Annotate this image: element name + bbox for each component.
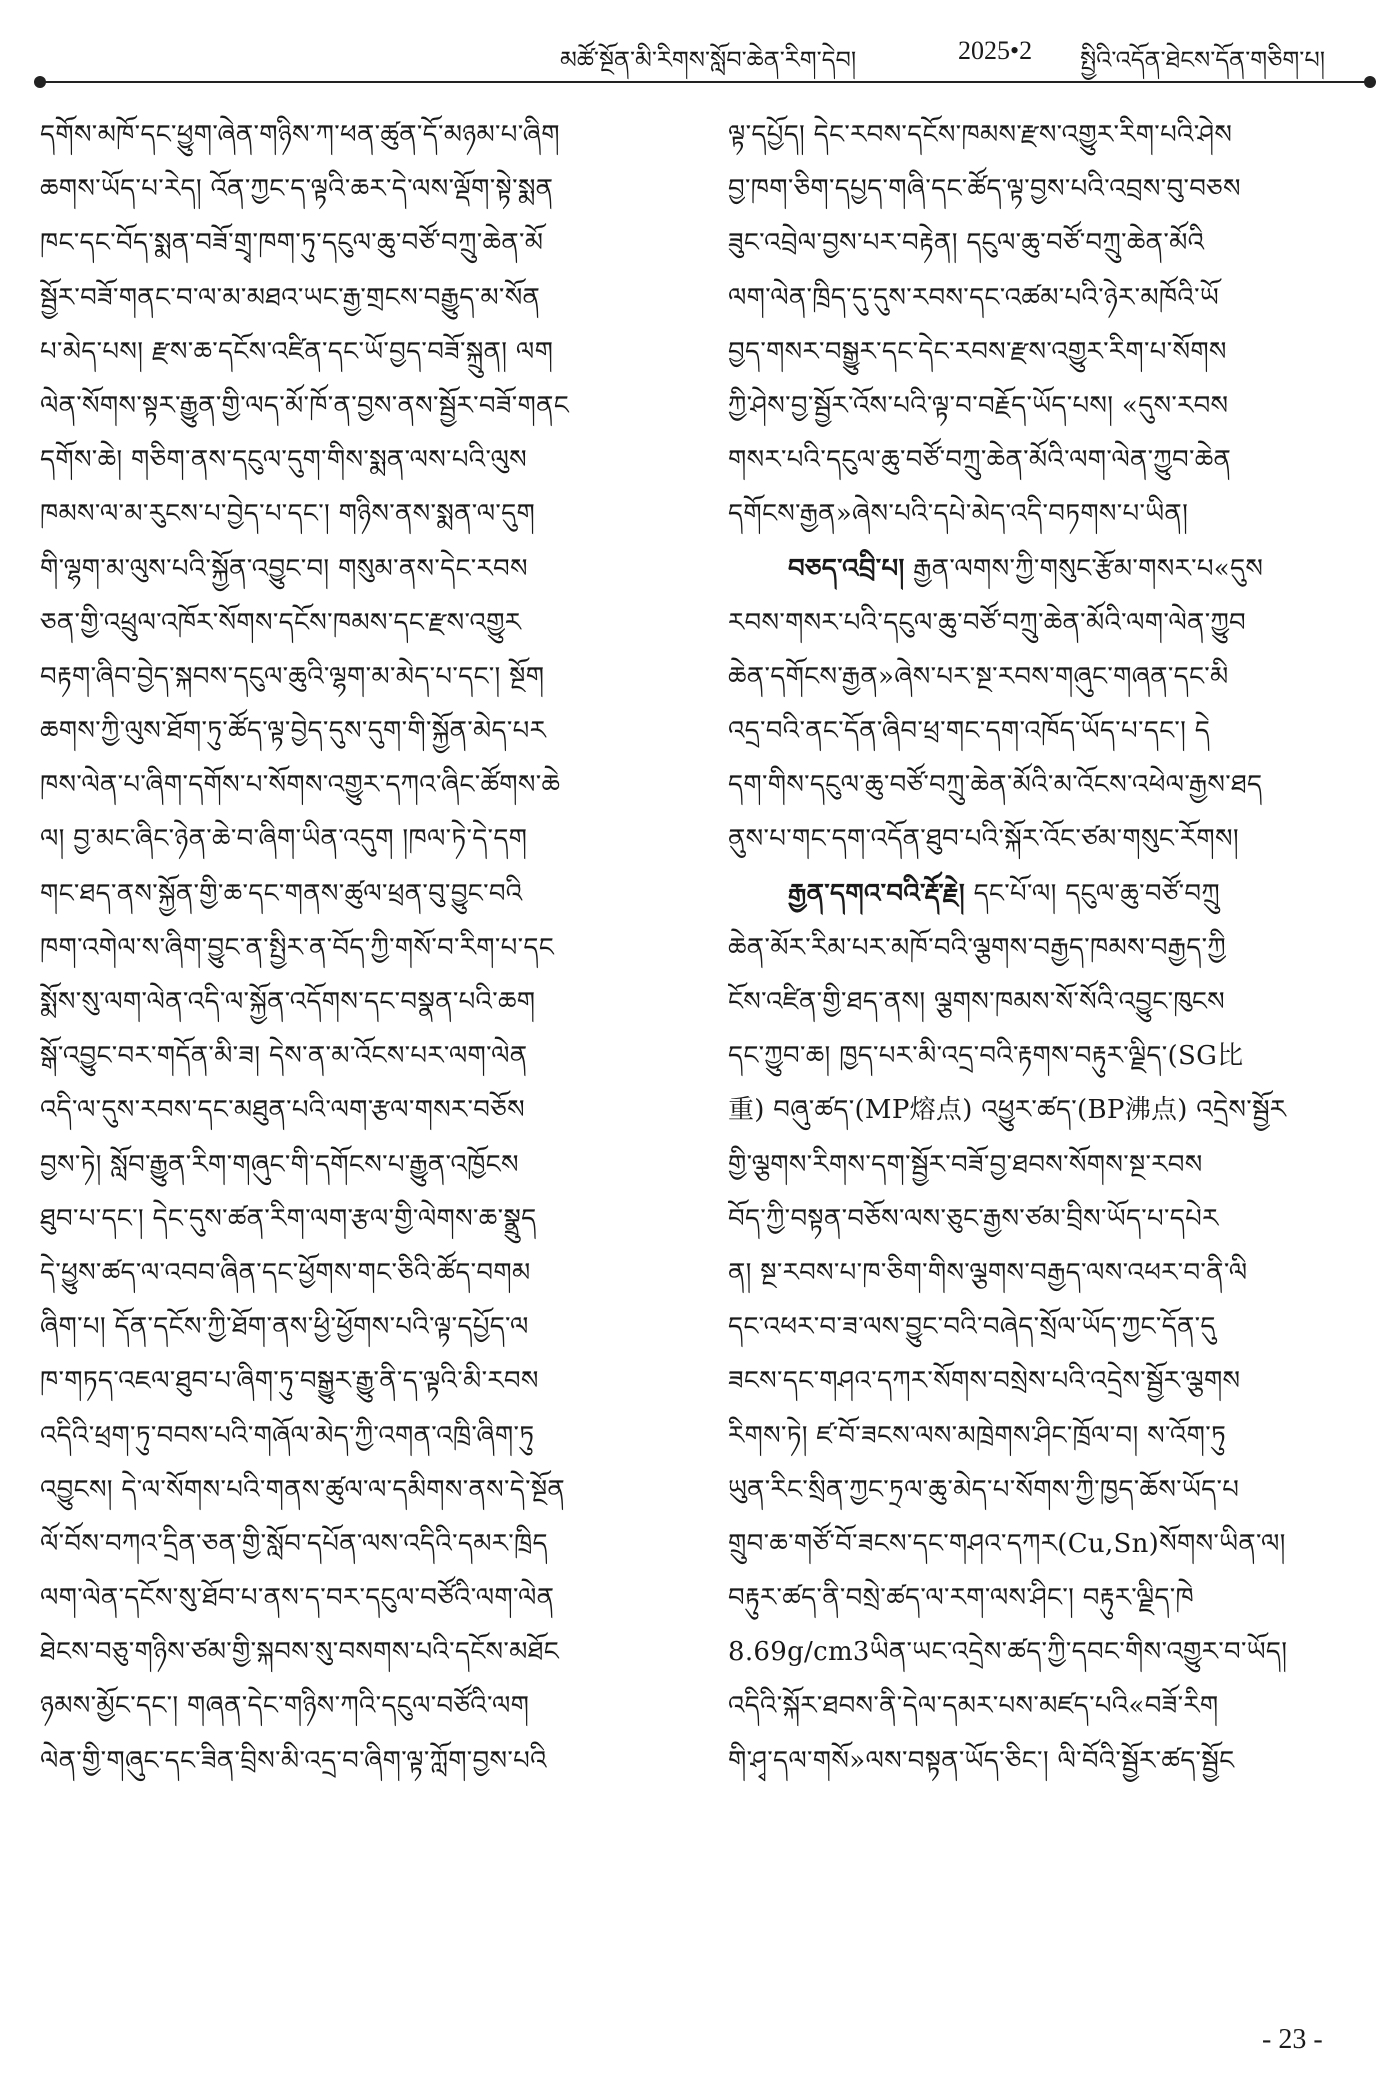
line-text: གྱི་ལྕགས་རིགས་དག་སྦྱོར་བཟོ་བྱ་ཐབས་སོགས་སྔ་རབས — [728, 1149, 1203, 1180]
text-line — [728, 1354, 1368, 1408]
text-line — [728, 216, 1368, 270]
line-text: གསར་པའི་དངུལ་ཆུ་བཙོ་བཀྲུ་ཆེན་མོའི་ལག་ལེན་ཀྱུབ་ཆེན — [728, 445, 1232, 476]
text-line: ཞིག་པ། དོན་དངོས་ཀྱི་ཐོག་ནས་ཕྱི་ཕྱོགས་པའི་ལྟ་དཔྱོད་ལ — [40, 1312, 529, 1343]
line-text: ནུས་པ་གང་དག་འདོན་ཐུབ་པའི་སྐོར་འོང་ཙམ་གསུང་རོགས། — [728, 824, 1239, 855]
text-line: ལེན་སོགས་སྟར་རྒྱུན་གྱི་ལད་མོ་ཁོ་ན་བྱས་ནས་སྦྱོར་བཟོ་གནང — [40, 390, 570, 421]
line-text: ཆེན་དགོངས་རྒྱན»ཞེས་པར་སྔ་རབས་གཞུང་གཞན་དང་མི — [728, 661, 1229, 692]
text-line — [728, 162, 1368, 216]
line-text: ལྟ་དཔྱོད། དེང་རབས་དངོས་ཁམས་རྫས་འགྱུར་རིག་པའི་ཤེས — [728, 120, 1233, 150]
text-line — [728, 1029, 1368, 1083]
section-title: སྤྱིའི་འདོན་ཐེངས་དོན་གཅིག་པ། — [1080, 46, 1326, 74]
text-line: དགོས་མཁོ་དང་ཕྱུག་ཞེན་གཉིས་ཀ་ཕན་ཚུན་དོ་མཉམ་པ་ཞིག — [40, 120, 560, 150]
line-text: ཟུང་འབྲེལ་བྱས་པར་བརྟེན། དངུལ་ཆུ་བཙོ་བཀྲུ་ཆེན་མོའི — [728, 228, 1205, 259]
text-line: ཐུབ་པ་དང་། དེང་དུས་ཚན་རིག་ལག་རྩལ་གྱི་ལེགས་ཆ་སྣྲུད — [40, 1203, 537, 1234]
text-line — [728, 271, 1368, 325]
line-text: བརྟུར་ཚད་ནི་བསྲེ་ཚད་ལ་རག་ལས་ཤིང་། བརྟུར་ལྗིད་ཁེ — [728, 1583, 1194, 1614]
text-line: དགོས་ཆེ། གཅིག་ནས་དངུལ་དུག་གིས་སྨན་ལས་པའི་ལུས — [40, 445, 527, 476]
speaker-label: བཅད་འབྲི་པ། — [788, 553, 905, 584]
line-text: ལག་ལེན་ཁྲིད་དུ་དུས་རབས་དང་འཚམ་པའི་ཉེར་མཁོའི་ཡོ — [728, 282, 1220, 313]
running-header — [0, 22, 1398, 82]
text-line: བྱས་ཏེ། སློབ་རྒྱུན་རིག་གཞུང་གི་དགོངས་པ་རྒྱུན་འཁྱོངས — [40, 1149, 519, 1180]
text-line: ཐེངས་བཅུ་གཉིས་ཙམ་གྱི་སྐབས་སུ་བསགས་པའི་དངོས་མཐོང — [40, 1637, 560, 1668]
text-line: གི་ལྷག་མ་ལུས་པའི་སྐྱོན་འབྱུང་བ། གསུམ་ནས་དེང་རབས — [40, 553, 528, 584]
text-line: སྨོས་སུ་ལག་ལེན་འདི་ལ་སྐྱོན་འདོགས་དང་བསྣན་པའི་ཆག — [40, 987, 536, 1017]
line-text: དང་འཕར་བ་ཟ་ལས་བྱུང་བའི་བཞེད་སྲོལ་ཡོད་ཀྱང་དོན་དུ — [728, 1312, 1216, 1343]
line-text: བྱད་གསར་བསྒྱུར་དང་དེང་རབས་རྫས་འགྱུར་རིག་པ་སོགས — [728, 336, 1227, 367]
line-text: ཆེན་མོར་རིམ་པར་མཁོ་བའི་ལྕགས་བརྒྱད་ཁམས་བརྒྱད་ཀྱི — [728, 932, 1227, 963]
rule-end-dot-right — [1364, 76, 1376, 88]
text-line — [728, 975, 1368, 1029]
text-line: སྒོ་འབྱུང་བར་གདོན་མི་ཟ། དེས་ན་མ་འོངས་པར་ལག་ལེན — [40, 1041, 528, 1072]
text-line — [728, 1679, 1368, 1733]
text-line — [728, 379, 1368, 433]
text-line — [728, 921, 1368, 975]
rule-end-dot-left — [34, 76, 46, 88]
text-line: ཁས་ལེན་པ་ཞིག་དགོས་པ་སོགས་འགྱུར་དཀའ་ཞིང་ཚོགས་ཆེ — [40, 770, 561, 801]
line-text: ན། སྔ་རབས་པ་ཁ་ཅིག་གིས་ལྕགས་བརྒྱད་ལས་འཕར་བ་ནི་ལི — [728, 1257, 1248, 1288]
text-line — [728, 108, 1368, 162]
line-text: དགོངས་རྒྱན»ཞེས་པའི་དཔེ་མེད་འདི་བཏགས་པ་ཡིན། — [728, 499, 1189, 530]
line-text: དག་གིས་དངུལ་ཆུ་བཙོ་བཀྲུ་ཆེན་མོའི་མ་འོངས་འཕེལ་རྒྱས་ཐད — [728, 770, 1263, 801]
text-line: འདི་ལ་དུས་རབས་དང་མཐུན་པའི་ལག་རྩལ་གསར་བཅོས — [40, 1095, 525, 1126]
speaker-label: རྒྱན་དགའ་བའི་རྡོ་རྗེ། — [788, 878, 965, 909]
text-line: ལག་ལེན་དངོས་སུ་ཐོབ་པ་ནས་ད་བར་དངུལ་བཙོའི་ལག་ལེན — [40, 1583, 555, 1614]
text-line: པ་མེད་པས། རྫས་ཆ་དངོས་འཛིན་དང་ཡོ་བྱད་བཟོ་སྐྲུན། ལག — [40, 336, 554, 367]
line-text: རྒྱན་ལགས་ཀྱི་གསུང་རྩོམ་གསར་པ«དུས — [904, 553, 1264, 584]
text-line — [728, 1409, 1368, 1463]
line-text: ཟངས་དང་གཤའ་དཀར་སོགས་བསྲེས་པའི་འདྲེས་སྦྱོར་ལྕགས — [728, 1366, 1241, 1397]
text-line — [728, 1300, 1368, 1354]
text-line: ལ། བྱ་མང་ཞིང་ཉེན་ཆེ་བ་ཞིག་ཡིན་འདུག །ཁལ་ཏེ་དེ་དག — [40, 824, 528, 855]
text-line — [728, 596, 1368, 650]
text-line: ཁག་འགེལ་ས་ཞིག་བྱུང་ན་སྤྱིར་ན་བོད་ཀྱི་གསོ་བ་རིག་པ་དང — [40, 932, 555, 963]
page-number: - 23 - — [1262, 2024, 1323, 2055]
text-line: ཉམས་མྱོང་དང་། གཞན་དེང་གཉིས་ཀའི་དངུལ་བཙོའི་ལག — [40, 1691, 530, 1722]
text-line — [728, 1571, 1368, 1625]
text-line — [728, 1625, 1368, 1679]
text-line: ཁམས་ལ་མ་རུངས་པ་བྱེད་པ་དང་། གཉིས་ནས་སྨན་ལ་དུག — [40, 499, 536, 530]
text-line: ཁ་གཏད་འཇལ་ཐུབ་པ་ཞིག་ཏུ་བསྒྱུར་རྒྱུ་ནི་ད་ལྟའི་མི་རབས — [40, 1366, 539, 1397]
line-text: འདིའི་སྐོར་ཐབས་ནི་དེལ་དམར་པས་མཛད་པའི«བཟོ་རིག — [728, 1691, 1219, 1722]
text-line — [728, 812, 1368, 866]
text-line — [728, 1463, 1368, 1517]
journal-title: མཚོ་སྔོན་མི་རིགས་སློབ་ཆེན་རིག་དེབ། — [560, 46, 857, 74]
line-text: གི་ཤྭ་དལ་གསོ»ལས་བསྟན་ཡོད་ཅིང་། ལི་བོའི་སྦྱོར་ཚད་སྦྱོང — [728, 1745, 1235, 1776]
text-line — [728, 1138, 1368, 1192]
text-line: ལོ་བོས་བཀའ་དྲིན་ཅན་གྱི་སློབ་དཔོན་ལས་འདིའི་དམར་ཁྲིད — [40, 1528, 548, 1559]
text-line — [728, 1192, 1368, 1246]
line-text: ཀྱི་ཤེས་བྱ་སྦྱོར་འོས་པའི་ལྟ་བ་བརྗོད་ཡོད་པས། «དུས་རབས — [728, 390, 1229, 421]
line-text: གྲུབ་ཆ་གཙོ་བོ་ཟངས་དང་གཤའ་དཀར(Cu,Sn)སོགས་ཡིན་ལ། — [728, 1528, 1286, 1559]
text-line: འདིའི་ཕྲག་ཏུ་བབས་པའི་གཞོལ་མེད་ཀྱི་འགན་འཁྲི་ཞིག་ཏུ — [40, 1420, 535, 1451]
text-line — [728, 758, 1368, 812]
text-line — [728, 704, 1368, 758]
text-line: སྦྱོར་བཟོ་གནང་བ་ལ་མ་མཐའ་ཡང་རྒྱ་གྲངས་བརྒྱུད་མ་སོན — [40, 282, 541, 313]
line-text: དང་ཀྱུབ་ཆ། ཁྱད་པར་མི་འདྲ་བའི་རྟགས་བརྟུར་ལྗིད་(SG比 — [728, 1041, 1244, 1072]
text-line: ལེན་གྱི་གཞུང་དང་ཟིན་བྲིས་མི་འདྲ་བ་ཞིག་ལྟ་ཀློག་བྱས་པའི — [40, 1745, 547, 1776]
issue-number: 2025•2 — [958, 36, 1033, 65]
text-line: ཆགས་ཡོད་པ་རེད། འོན་ཀྱང་ད་ལྟའི་ཆར་དེ་ལས་ལྡོག་སྟེ་སྨན — [40, 174, 554, 205]
line-text: དང་པོ་ལ། དངུལ་ཆུ་བཙོ་བཀྲུ — [965, 878, 1220, 909]
speaker-line — [728, 542, 1368, 596]
text-line — [728, 1083, 1368, 1137]
text-line — [728, 1246, 1368, 1300]
text-line: ཆགས་ཀྱི་ལུས་ཐོག་ཏུ་ཚོད་ལྟ་བྱེད་དུས་དུག་གི་སྐྱོན་མེད་པར — [40, 716, 547, 747]
text-line — [728, 1517, 1368, 1571]
text-line: འབྱུངས། དེ་ལ་སོགས་པའི་གནས་ཚུལ་ལ་དམིགས་ནས་དེ་སྔོན — [40, 1474, 566, 1505]
text-line: གང་ཐད་ནས་སྐྱོན་གྱི་ཆ་དང་གནས་ཚུལ་ཕྲན་བུ་བྱུང་བའི — [40, 878, 523, 909]
text-line: ཁང་དང་བོད་སྨན་བཟོ་གྲྭ་ཁག་ཏུ་དངུལ་ཆུ་བཙོ་བཀྲུ་ཆེན་མོ — [40, 228, 544, 259]
line-text: བོད་ཀྱི་བསྟན་བཅོས་ལས་ཅུང་རྒྱས་ཙམ་བྲིས་ཡོད་པ་དཔེར — [728, 1203, 1219, 1234]
right-text-column — [728, 108, 1368, 1788]
line-text: རིགས་ཏེ། ཛ་བོ་ཟངས་ལས་མཁྲེགས་ཤིང་ཁྲོལ་བ། ས་འོག་ཏུ — [728, 1420, 1227, 1451]
line-text: བྱ་ཁག་ཅིག་དཔྱད་གཞི་དང་ཚོད་ལྟ་བྱས་པའི་འབྲས་བུ་བཅས — [728, 174, 1241, 205]
text-line — [728, 325, 1368, 379]
speaker-line — [728, 867, 1368, 921]
line-text: ངོས་འཛིན་གྱི་ཐད་ནས། ལྕགས་ཁམས་སོ་སོའི་འབྱུང་ཁུངས — [728, 987, 1225, 1017]
text-line: བརྟག་ཞིབ་བྱེད་སྐབས་དངུལ་ཆུའི་ལྷག་མ་མེད་པ་དང་། སྔོག — [40, 661, 545, 692]
text-line: དེ་ཕྱུས་ཚད་ལ་འབབ་ཞིན་དང་ཕྱོགས་གང་ཅིའི་ཚོད་བགམ — [40, 1257, 531, 1288]
text-line — [728, 650, 1368, 704]
line-text: 8.69g/cm3ཡིན་ཡང་འདྲེས་ཚད་ཀྱི་དབང་གིས་འགྱུར་བ་ཡོད། — [728, 1637, 1288, 1668]
line-text: འདྲ་བའི་ནང་དོན་ཞིབ་ཕྲ་གང་དག་འཁོད་ཡོད་པ་དང་། དེ — [728, 716, 1211, 747]
text-line — [728, 1734, 1368, 1788]
line-text: ཡུན་རིང་སྲིན་ཀྱང་ཏྲལ་ཆུ་མེད་པ་སོགས་ཀྱི་ཁྱད་ཆོས་ཡོད་པ — [728, 1474, 1240, 1505]
line-text: 重) བཞུ་ཚད་(MP熔点) འཕྱུར་ཚད་(BP沸点) འདྲེས་སྦྱོར — [728, 1095, 1287, 1126]
text-line — [728, 433, 1368, 487]
text-line: ཅན་གྱི་འཕྲུལ་འཁོར་སོགས་དངོས་ཁམས་དང་རྫས་འགྱུར — [40, 607, 522, 638]
text-line — [728, 487, 1368, 541]
line-text: རབས་གསར་པའི་དངུལ་ཆུ་བཙོ་བཀྲུ་ཆེན་མོའི་ལག་ལེན་ཀྱུབ — [728, 607, 1247, 638]
left-text-column — [40, 108, 680, 1788]
header-rule — [40, 81, 1370, 83]
